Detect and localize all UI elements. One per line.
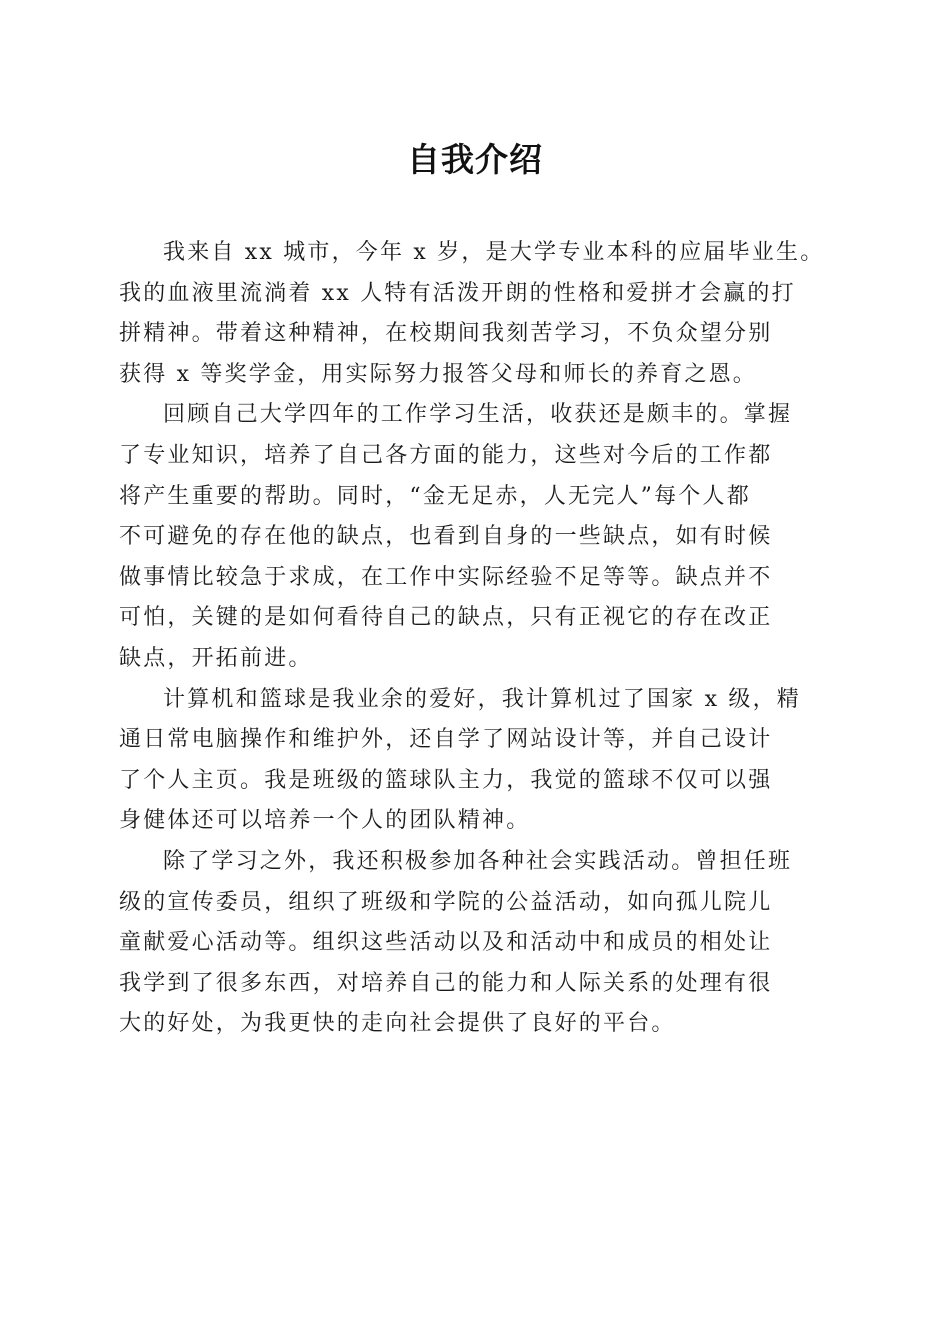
paragraph-line: 获得 x 等奖学金，用实际努力报答父母和师长的养育之恩。 [119,361,757,387]
paragraph-line: 大的好处，为我更快的走向社会提供了良好的平台。 [119,1011,676,1037]
paragraph-line: 我来自 xx 城市，今年 x 岁，是大学专业本科的应届毕业生。 [163,240,825,265]
paragraph-line: 计算机和篮球是我业余的爱好，我计算机过了国家 x 级，精 [163,686,801,712]
paragraph-line: 童献爱心活动等。组织这些活动以及和活动中和成员的相处让 [119,930,773,956]
paragraph-line: 将产生重要的帮助。同时，“金无足赤，人无完人”每个人都 [119,483,751,509]
paragraph-line: 做事情比较急于求成，在工作中实际经验不足等等。缺点并不 [119,564,773,590]
paragraph-line: 不可避免的存在他的缺点，也看到自身的一些缺点，如有时候 [119,524,773,550]
paragraph-3 [119,680,829,842]
paragraph-line: 回顾自己大学四年的工作学习生活，收获还是颇丰的。掌握 [163,402,793,428]
paragraph-line: 级的宣传委员，组织了班级和学院的公益活动，如向孤儿院儿 [119,889,773,915]
paragraph-line: 拼精神。带着这种精神，在校期间我刻苦学习，不负众望分别 [119,321,773,347]
paragraph-2 [119,395,829,679]
paragraph-line: 通日常电脑操作和维护外，还自学了网站设计等，并自己设计 [119,727,773,753]
paragraph-line: 除了学习之外，我还积极参加各种社会实践活动。曾担任班 [163,848,793,874]
paragraph-line: 缺点，开拓前进。 [119,645,313,671]
paragraph-line: 我学到了很多东西，对培养自己的能力和人际关系的处理有很 [119,970,773,996]
paragraph-1 [119,233,829,395]
paragraph-line: 可怕，关键的是如何看待自己的缺点，只有正视它的存在改正 [119,605,773,631]
paragraph-line: 我的血液里流淌着 xx 人特有活泼开朗的性格和爱拼才会赢的打 [119,280,796,306]
paragraph-4 [119,842,829,1045]
paragraph-line: 了个人主页。我是班级的篮球队主力，我觉的篮球不仅可以强 [119,767,773,793]
document-body [119,233,829,1045]
paragraph-line: 了专业知识，培养了自己各方面的能力，这些对今后的工作都 [119,442,773,468]
paragraph-line: 身健体还可以培养一个人的团队精神。 [119,808,531,834]
document-title: 自我介绍 [407,140,543,179]
